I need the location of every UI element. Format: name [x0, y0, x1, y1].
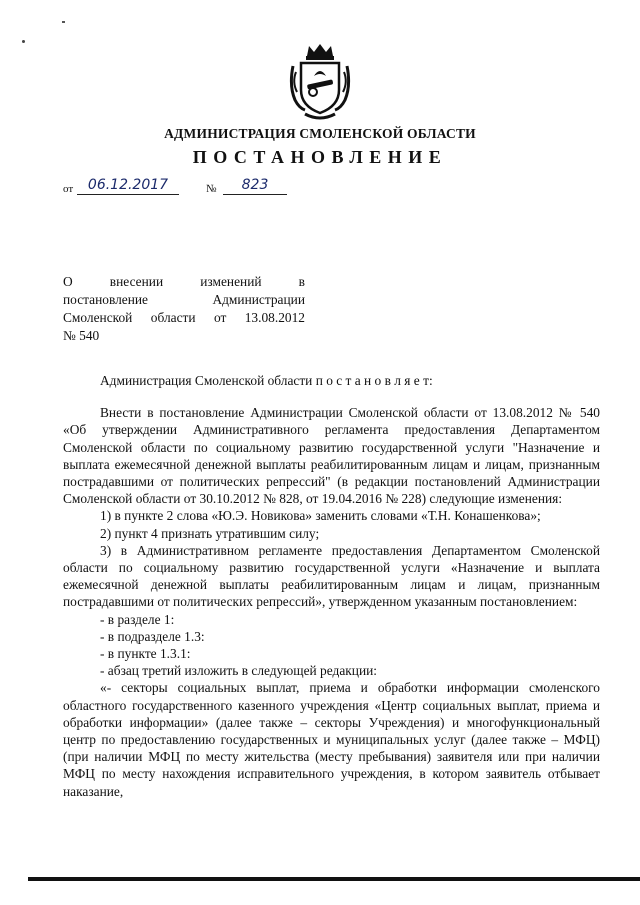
- scan-speck: [22, 40, 25, 43]
- document-type-title: ПОСТАНОВЛЕНИЕ: [192, 147, 448, 167]
- body-paragraph: Внести в постановление Администрации Смоленской области от 13.08.2012 № 540 «Об утверждении Административного регламента предоставления Департаментом Смоленской области по социальному развитию государственной услуги "Назначение и выплата ежемесячной денежной выплаты реабилитированным лицам и лицам, признанным пострадавшими от политических репрессий" (в редакции постановлений Администрации Смоленской области от 30.10.2012 № 828, от 19.04.2016 № 228) следующие изменения:: [63, 405, 600, 507]
- subject-line: постановление Администрации: [63, 292, 305, 307]
- document-date: 06.12.2017: [77, 176, 179, 195]
- bottom-rule: [28, 877, 640, 881]
- document-body: [63, 372, 600, 800]
- document-subject: [63, 273, 305, 345]
- subject-line: Смоленской области от 13.08.2012: [63, 310, 305, 325]
- scan-speck: [62, 21, 65, 23]
- organization-name: АДМИНИСТРАЦИЯ СМОЛЕНСКОЙ ОБЛАСТИ: [164, 126, 476, 141]
- list-item: 1) в пункте 2 слова «Ю.Э. Новикова» заменить словами «Т.Н. Конашенкова»;: [100, 508, 541, 524]
- quoted-paragraph: «- секторы социальных выплат, приема и обработки информации смоленского областного государственного казенного учреждения «Центр социальных выплат, приема и обработки информации» (далее также – секторы Учреждения) и многофункциональный центр по предоставлению государственных и муниципальных услуг (далее также – МФЦ) (при наличии МФЦ по месту жительства (месту пребывания) заявителя или при наличии МФЦ по месту нахождения исправительного учреждения, в котором заявитель отбывает наказание,: [63, 680, 600, 799]
- number-label: №: [206, 183, 217, 195]
- list-item: - в разделе 1:: [100, 611, 175, 627]
- document-number: 823: [223, 176, 287, 195]
- list-item: 2) пункт 4 признать утратившим силу;: [100, 525, 320, 541]
- date-label: от: [63, 183, 74, 195]
- subject-line: № 540: [63, 328, 100, 343]
- list-item: - абзац третий изложить в следующей редакции:: [100, 663, 378, 679]
- list-item: - в подразделе 1.3:: [100, 628, 205, 644]
- coat-of-arms-icon: [289, 42, 351, 122]
- subject-line: О внесении изменений в: [63, 274, 305, 289]
- list-item: 3) в Административном регламенте предоставления Департаментом Смоленской области по социальному развитию государственной услуги «Назначение и выплата ежемесячной денежной выплаты реабилитированным лицам и лицам, признанным пострадавшими от политических репрессий», утвержденном указанным постановлением:: [63, 542, 600, 610]
- list-item: - в пункте 1.3.1:: [100, 646, 191, 662]
- registration-line: [63, 177, 303, 197]
- preamble: Администрация Смоленской области п о с т а н о в л я е т:: [100, 373, 433, 388]
